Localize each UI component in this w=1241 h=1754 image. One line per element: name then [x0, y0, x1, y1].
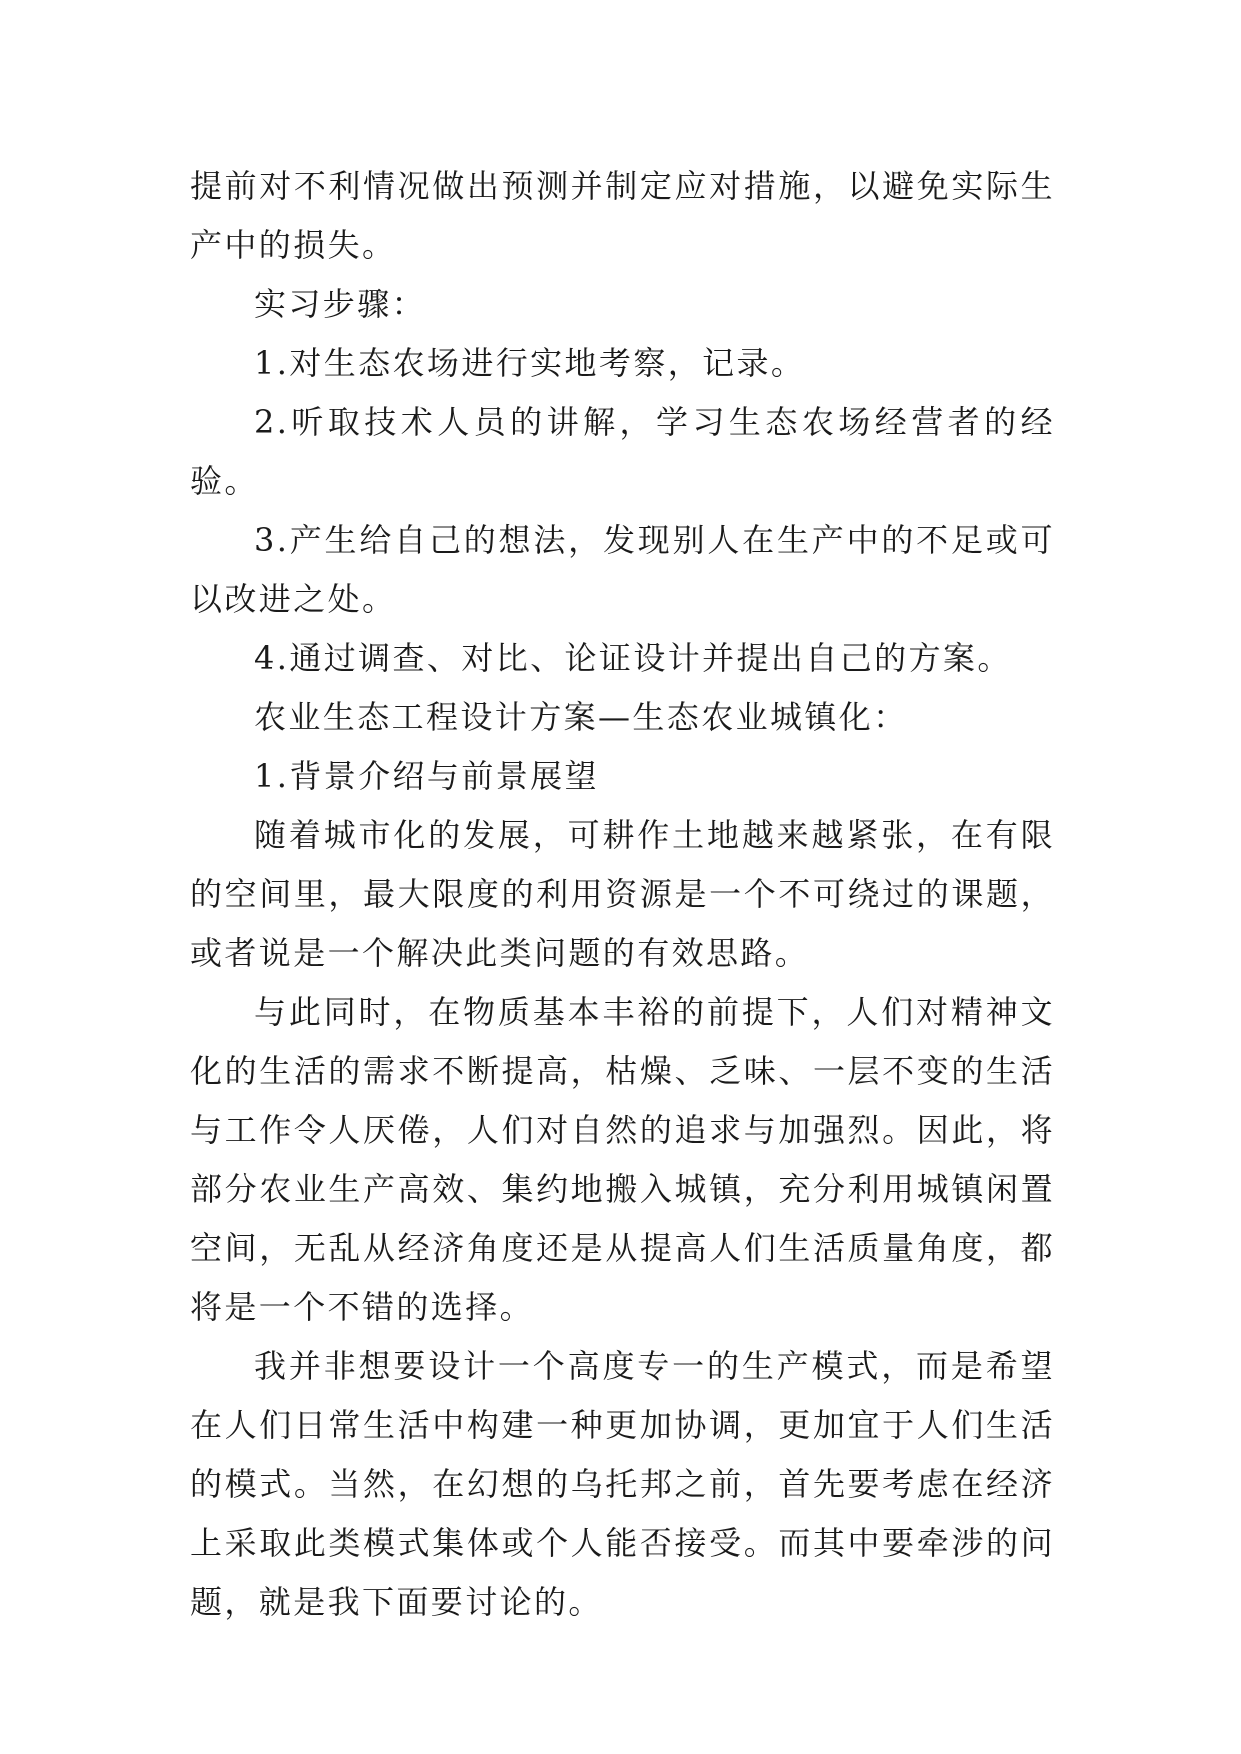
paragraph-step-1: 1.对生态农场进行实地考察，记录。 — [254, 344, 806, 382]
paragraph-body: 随着城市化的发展，可耕作土地越来越紧张，在有限的空间里，最大限度的利用资源是一个不可绕过的课题，或者说是一个解决此类问题的有效思路。 — [190, 816, 1055, 972]
paragraph-body: 与此同时，在物质基本丰裕的前提下，人们对精神文化的生活的需求不断提高，枯燥、乏味、一层不变的生活与工作令人厌倦，人们对自然的追求与加强烈。因此，将部分农业生产高效、集约地搬入城镇，充分利用城镇闲置空间，无乱从经济角度还是从提高人们生活质量角度，都将是一个不错的选择。 — [190, 993, 1055, 1326]
document-body — [190, 157, 1055, 1632]
paragraph-steps-heading: 实习步骤： — [254, 285, 427, 323]
paragraph-section-1-heading: 1.背景介绍与前景展望 — [254, 757, 599, 795]
paragraph-body: 我并非想要设计一个高度专一的生产模式，而是希望在人们日常生活中构建一种更加协调，更加宜于人们生活的模式。当然，在幻想的乌托邦之前，首先要考虑在经济上采取此类模式集体或个人能否接受。而其中要牵涉的问题，就是我下面要讨论的。 — [190, 1347, 1055, 1621]
paragraph-step-3: 3.产生给自己的想法，发现别人在生产中的不足或可以改进之处。 — [190, 521, 1055, 618]
paragraph-step-2: 2.听取技术人员的讲解，学习生态农场经营者的经验。 — [190, 403, 1055, 500]
paragraph-design-heading: 农业生态工程设计方案—生态农业城镇化： — [254, 698, 908, 736]
paragraph-continuation: 提前对不利情况做出预测并制定应对措施，以避免实际生产中的损失。 — [190, 167, 1055, 264]
paragraph-step-4: 4.通过调查、对比、论证设计并提出自己的方案。 — [254, 639, 1012, 677]
